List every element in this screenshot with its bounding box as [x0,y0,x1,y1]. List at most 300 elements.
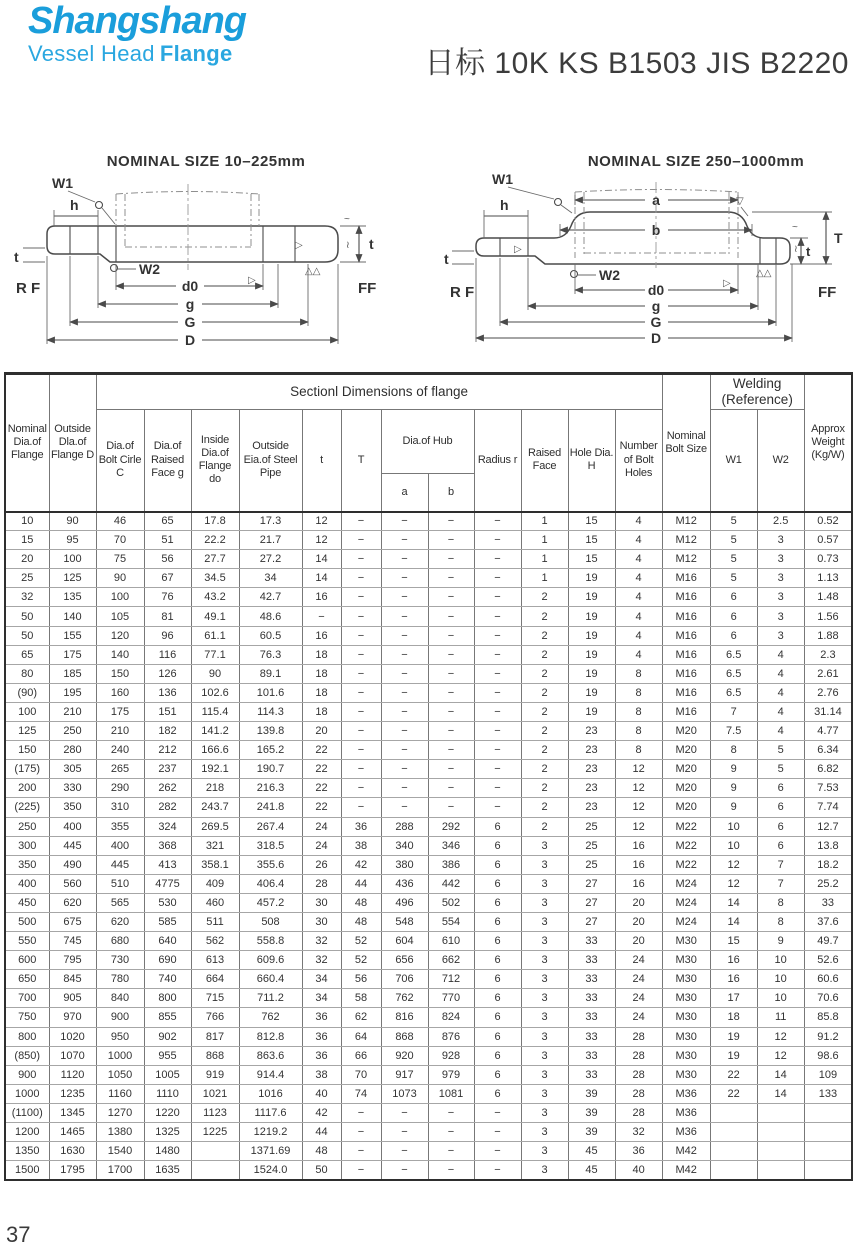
table-cell: 1795 [49,1161,96,1180]
table-cell: M24 [662,893,710,912]
table-cell: 81 [144,607,191,626]
table-cell: 1540 [96,1142,144,1161]
table-cell: 0.52 [804,512,852,531]
table-cell: 16 [710,951,757,970]
table-cell: M36 [662,1103,710,1122]
table-cell: 660.4 [239,970,302,989]
table-cell: − [428,741,474,760]
table-cell: 358.1 [191,855,239,874]
table-cell: 10 [710,836,757,855]
table-cell: 900 [5,1065,49,1084]
table-cell: 1073 [381,1084,428,1103]
table-cell: 39 [568,1103,615,1122]
table-cell: 855 [144,1008,191,1027]
table-cell: 17 [710,989,757,1008]
table-cell: 6 [710,588,757,607]
table-cell: 664 [191,970,239,989]
table-cell: 656 [381,951,428,970]
table-cell: M22 [662,836,710,855]
table-cell: − [428,760,474,779]
table-cell: 4 [615,569,662,588]
table-cell: 2.5 [757,512,804,531]
table-cell: 321 [191,836,239,855]
table-cell: − [341,760,381,779]
weld-point-icon [571,271,578,278]
table-cell: − [381,1142,428,1161]
table-cell: 730 [96,951,144,970]
table-cell: 33 [568,1027,615,1046]
table-cell: 44 [302,1123,341,1142]
col-header-hole-dia: Hole Dia. H [568,410,615,512]
table-cell: 1.88 [804,626,852,645]
table-cell: 100 [96,588,144,607]
table-cell: 490 [49,855,96,874]
col-header-steel-pipe: Outside Eia.of Steel Pipe [239,410,302,512]
table-cell: − [474,626,521,645]
table-cell: 409 [191,874,239,893]
table-cell: 3 [521,1161,568,1180]
logo [28,2,246,67]
table-cell: 762 [381,989,428,1008]
table-cell: − [474,550,521,569]
table-cell: 3 [521,970,568,989]
table-cell: M30 [662,1065,710,1084]
table-cell: 1110 [144,1084,191,1103]
table-cell: 10 [757,989,804,1008]
table-cell: 530 [144,893,191,912]
table-cell: 46 [96,512,144,531]
table-row [5,1123,852,1142]
table-cell: 6 [474,1008,521,1027]
table-cell: 70 [341,1065,381,1084]
table-cell: 24 [302,836,341,855]
table-cell: 16 [302,626,341,645]
table-cell: 33 [568,932,615,951]
table-cell: 126 [144,664,191,683]
table-cell: 824 [428,1008,474,1027]
table-cell: 12 [710,874,757,893]
table-cell: 6 [474,855,521,874]
col-header-t-upper: T [341,410,381,512]
table-cell: 1117.6 [239,1103,302,1122]
finish-triangle-down-icon: ▽ [736,196,744,207]
table-cell: 4 [757,702,804,721]
table-cell: M16 [662,588,710,607]
label-big-g: G [650,314,662,330]
table-cell: − [341,1142,381,1161]
table-cell: 85.8 [804,1008,852,1027]
table-cell: 2 [521,683,568,702]
logo-tagline-bold: Flange [159,41,233,66]
table-cell: 6 [757,836,804,855]
table-cell: 3 [521,1008,568,1027]
table-cell: 902 [144,1027,191,1046]
table-cell: 6 [474,951,521,970]
table-cell: 18 [302,683,341,702]
table-cell: 48.6 [239,607,302,626]
table-cell: 192.1 [191,760,239,779]
table-cell: 140 [96,645,144,664]
table-cell: 49.7 [804,932,852,951]
h-dimension [484,197,528,238]
table-cell: 350 [49,798,96,817]
table-cell: 845 [49,970,96,989]
table-cell: − [341,722,381,741]
table-cell: 19 [568,569,615,588]
table-cell: 155 [49,626,96,645]
table-cell: 1 [521,531,568,550]
table-cell: 6 [757,798,804,817]
table-cell: 19 [568,683,615,702]
table-cell: 67 [144,569,191,588]
table-cell: 9 [757,932,804,951]
table-cell: 355.6 [239,855,302,874]
table-cell: − [428,1161,474,1180]
table-cell: 60.6 [804,970,852,989]
table-cell: 917 [381,1065,428,1084]
table-cell: 12.7 [804,817,852,836]
table-cell: 6 [474,970,521,989]
table-cell: 65 [5,645,49,664]
table-cell: − [474,702,521,721]
table-cell: 324 [144,817,191,836]
table-cell: 42.7 [239,588,302,607]
table-cell: 22 [710,1084,757,1103]
table-cell: 15 [568,550,615,569]
table-cell: 4 [757,722,804,741]
table-cell [804,1123,852,1142]
table-cell: M30 [662,970,710,989]
table-cell: M36 [662,1084,710,1103]
label-b: b [651,222,661,238]
table-cell: 2 [521,645,568,664]
table-cell: 6.34 [804,741,852,760]
table-cell: − [381,1123,428,1142]
table-cell: 19 [568,664,615,683]
table-cell: 7.5 [710,722,757,741]
table-cell: 6 [710,626,757,645]
table-cell: 4775 [144,874,191,893]
table-cell: M16 [662,702,710,721]
table-cell: 14 [757,1065,804,1084]
table-cell: 65 [144,512,191,531]
table-cell [804,1161,852,1180]
table-cell: 50 [302,1161,341,1180]
table-cell: 175 [49,645,96,664]
table-cell: 125 [5,722,49,741]
label-rf: R F [16,280,41,297]
table-cell: − [341,531,381,550]
table-cell: 182 [144,722,191,741]
table-cell: 70 [96,531,144,550]
table-cell: 25 [568,836,615,855]
table-cell: 49.1 [191,607,239,626]
table-cell: 7 [757,874,804,893]
table-cell: 585 [144,912,191,931]
table-row [5,531,852,550]
table-cell: 25 [5,569,49,588]
table-cell: − [381,512,428,531]
label-d0: d0 [181,278,199,294]
table-cell: 445 [49,836,96,855]
table-row [5,874,852,893]
label-w2: W2 [599,267,620,283]
table-cell: 14 [757,1084,804,1103]
table-cell: 34 [302,970,341,989]
table-row [5,798,852,817]
table-row [5,722,852,741]
table-row [5,951,852,970]
table-cell [757,1103,804,1122]
table-cell: 318.5 [239,836,302,855]
label-d: D [184,332,196,348]
table-cell: 5 [710,531,757,550]
table-cell: 269.5 [191,817,239,836]
table-cell: 265 [96,760,144,779]
table-row [5,970,852,989]
table-cell: M24 [662,874,710,893]
table-cell: 346 [428,836,474,855]
table-cell: 496 [381,893,428,912]
table-cell: 22 [302,798,341,817]
table-row [5,760,852,779]
table-cell: M16 [662,607,710,626]
table-cell: 8 [615,741,662,760]
table-cell: M12 [662,550,710,569]
label-t-right: t [806,244,811,259]
table-cell: 166.6 [191,741,239,760]
table-cell: 6.82 [804,760,852,779]
table-cell [710,1142,757,1161]
table-row [5,1046,852,1065]
table-cell: 45 [568,1161,615,1180]
table-cell: 74 [341,1084,381,1103]
flange-dimensions-table [4,372,853,1181]
table-cell: 125 [49,569,96,588]
table-cell: 18.2 [804,855,852,874]
table-cell: 21.7 [239,531,302,550]
table-cell: 89.1 [239,664,302,683]
table-cell: 2 [521,760,568,779]
diagram-title: NOMINAL SIZE 250–1000mm [587,153,805,170]
table-cell: 1480 [144,1142,191,1161]
table-cell: (850) [5,1046,49,1065]
table-cell: 350 [5,855,49,874]
table-cell: 4 [757,664,804,683]
table-cell: 445 [96,855,144,874]
col-header-bolt-circle: Dia.of Bolt Cirle C [96,410,144,512]
table-cell: 675 [49,912,96,931]
page-number: 37 [6,1222,31,1247]
table-cell: 12 [615,817,662,836]
table-cell: M20 [662,722,710,741]
col-header-outside-dia: Outside Dla.of Flange D [49,374,96,512]
table-cell: 1020 [49,1027,96,1046]
table-cell: 1016 [239,1084,302,1103]
table-cell: − [341,569,381,588]
table-row [5,1084,852,1103]
table-cell: 6.5 [710,645,757,664]
table-cell: 9 [710,798,757,817]
table-cell: 510 [96,874,144,893]
table-cell: 400 [5,874,49,893]
label-g: g [651,298,661,314]
table-cell: − [474,779,521,798]
label-h: h [500,197,509,213]
table-cell: 8 [615,664,662,683]
table-cell: 76.3 [239,645,302,664]
label-big-g: G [184,314,196,330]
table-cell: 28 [615,1084,662,1103]
h-dimension [54,197,98,226]
label-a: a [652,192,660,208]
table-cell: 3 [757,569,804,588]
table-cell: 32 [615,1123,662,1142]
table-cell: 3 [521,874,568,893]
table-cell: 90 [49,512,96,531]
table-cell: − [474,664,521,683]
logo-name: Shangshang [28,0,247,42]
table-cell: M12 [662,531,710,550]
table-cell: 80 [5,664,49,683]
table-row [5,817,852,836]
table-cell: 50 [5,607,49,626]
table-cell: 14 [302,550,341,569]
table-cell: 15 [5,531,49,550]
table-cell: 762 [239,1008,302,1027]
table-cell: 2.76 [804,683,852,702]
table-cell: 795 [49,951,96,970]
table-cell [804,1142,852,1161]
table-cell: 413 [144,855,191,874]
table-cell: 745 [49,932,96,951]
table-cell: 662 [428,951,474,970]
table-cell: 4 [615,626,662,645]
table-row [5,1065,852,1084]
table-cell: 165.2 [239,741,302,760]
table-cell: 863.6 [239,1046,302,1065]
finish-triangle-pair-icon: △△ [305,266,321,277]
table-cell: 141.2 [191,722,239,741]
table-cell: − [341,1123,381,1142]
pipe-phantom-outline [116,192,259,249]
table-cell: 175 [96,702,144,721]
table-cell: 1700 [96,1161,144,1180]
table-cell: 1380 [96,1123,144,1142]
table-cell: M16 [662,626,710,645]
table-row [5,1027,852,1046]
table-cell: M24 [662,912,710,931]
table-cell: − [381,760,428,779]
table-cell: 1345 [49,1103,96,1122]
table-cell: 305 [49,760,96,779]
table-cell: 12 [302,512,341,531]
table-cell: 240 [96,741,144,760]
table-cell: 2 [521,664,568,683]
table-row [5,989,852,1008]
table-cell: 7.53 [804,779,852,798]
col-header-inside-dia: Inside Dia.of Flange do [191,410,239,512]
table-cell: 770 [428,989,474,1008]
table-cell: 23 [568,779,615,798]
table-cell: − [428,512,474,531]
table-cell: 32 [5,588,49,607]
table-cell: 1005 [144,1065,191,1084]
table-row [5,779,852,798]
table-cell: − [474,645,521,664]
table-cell: 12 [615,760,662,779]
col-header-hub-b: b [428,474,474,512]
table-cell: 817 [191,1027,239,1046]
table-cell: 33 [804,893,852,912]
table-cell: 66 [341,1046,381,1065]
table-cell: 30 [302,893,341,912]
table-cell: 61.1 [191,626,239,645]
table-cell: − [341,741,381,760]
table-cell: 16 [302,588,341,607]
table-cell: − [381,531,428,550]
table-cell: 27.2 [239,550,302,569]
table-cell: 6 [474,1027,521,1046]
table-cell: 25 [568,855,615,874]
section-band-header: Sectionl Dimensions of flange [96,374,662,410]
table-row [5,569,852,588]
table-row [5,683,852,702]
table-cell: 75 [96,550,144,569]
table-cell: 77.1 [191,645,239,664]
table-cell: 4 [757,683,804,702]
table-cell: − [474,760,521,779]
table-cell: 16 [615,874,662,893]
logo-tagline-light: Vessel Head [28,41,155,66]
table-cell: 3 [757,607,804,626]
table-cell: − [474,741,521,760]
d-dimension [476,258,792,346]
table-cell: 19 [710,1027,757,1046]
table-cell: 6 [474,836,521,855]
table-row [5,932,852,951]
table-cell [191,1161,239,1180]
table-cell: 355 [96,817,144,836]
table-cell: − [428,683,474,702]
table-cell: 16 [615,836,662,855]
label-w1: W1 [492,171,513,187]
table-cell: 1000 [5,1084,49,1103]
table-cell: 8 [615,683,662,702]
table-cell: 6 [474,912,521,931]
squiggle-mark-icon: ≀ [346,240,350,251]
table-cell: 8 [757,893,804,912]
table-cell: 620 [49,893,96,912]
table-cell: 34 [239,569,302,588]
table-cell: − [381,607,428,626]
table-cell: 101.6 [239,683,302,702]
table-cell: − [428,588,474,607]
table-cell: − [428,1103,474,1122]
table-cell: M30 [662,951,710,970]
table-cell: 560 [49,874,96,893]
table-cell: 5 [710,512,757,531]
table-cell: 8 [615,702,662,721]
table-cell: 15 [568,531,615,550]
table-cell: 3 [521,932,568,951]
table-cell: 48 [341,893,381,912]
table-cell: 3 [757,626,804,645]
table-cell: 37.6 [804,912,852,931]
table-cell: 919 [191,1065,239,1084]
big-g-dimension [500,258,776,330]
table-cell: − [474,798,521,817]
